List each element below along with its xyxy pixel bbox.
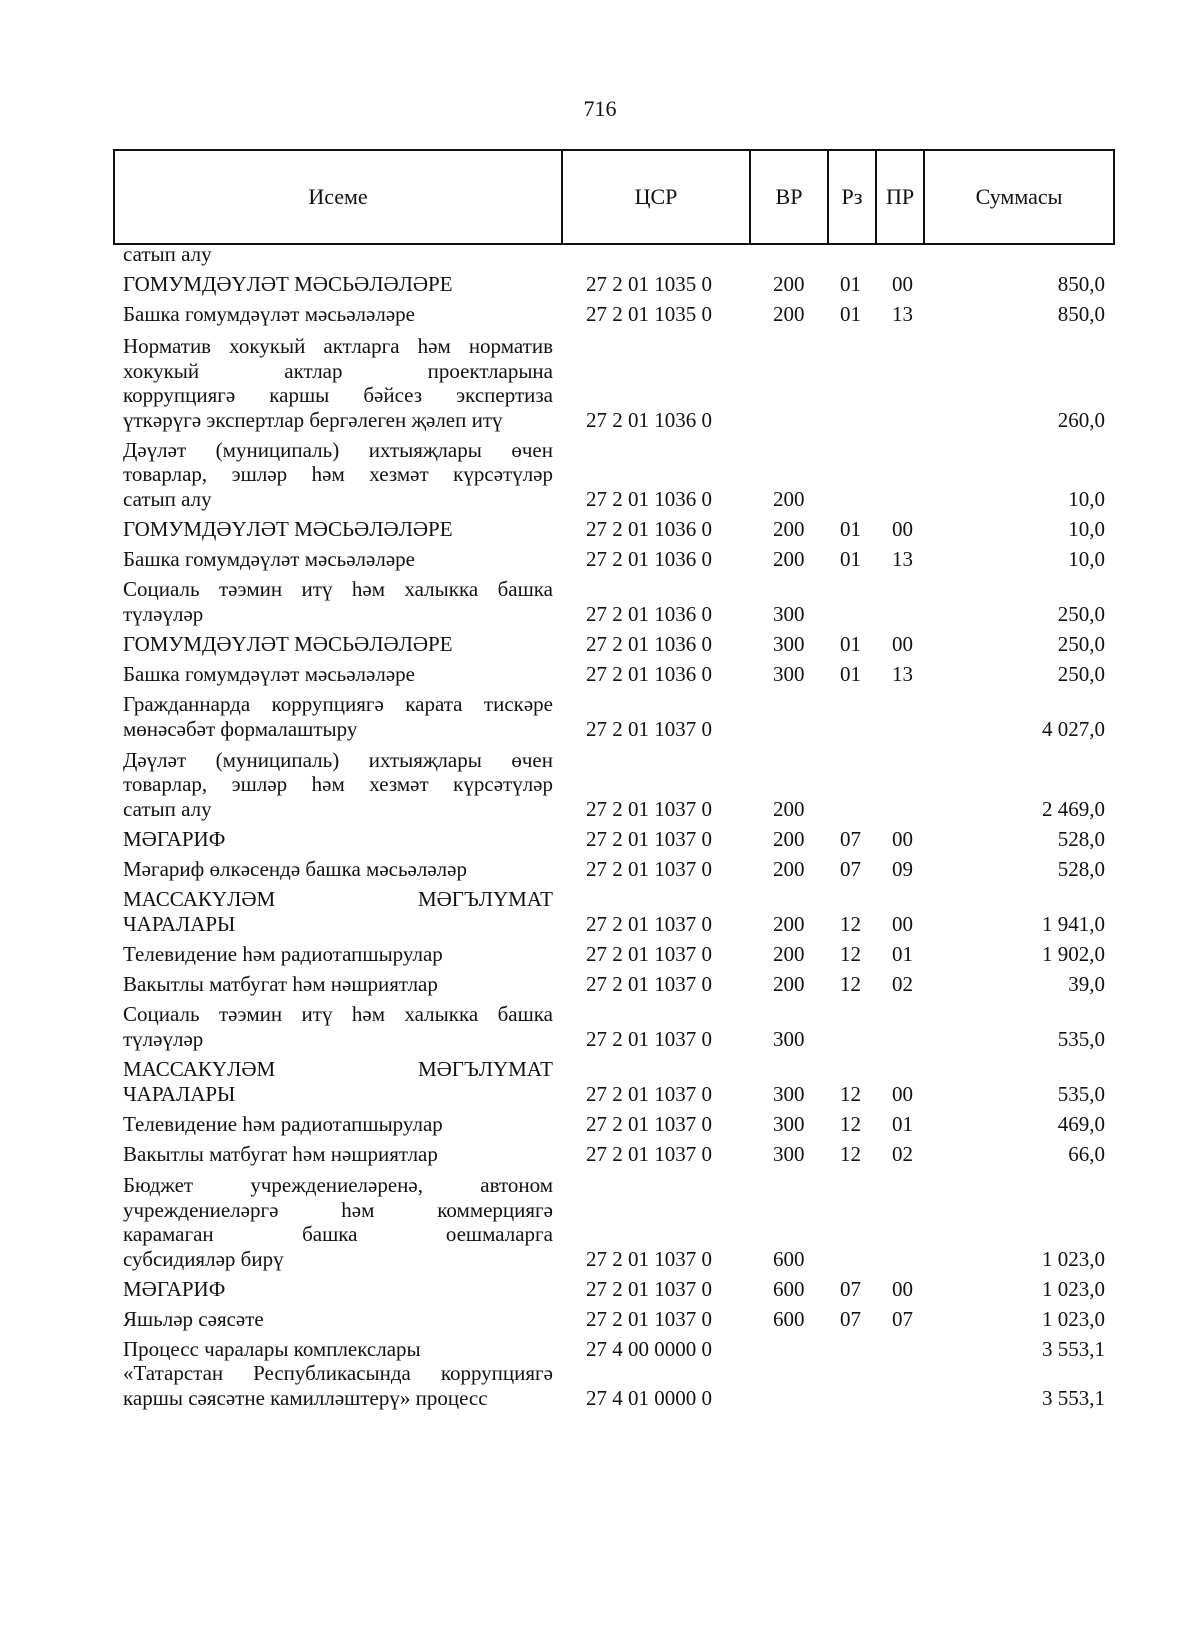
row-name [123, 887, 553, 936]
row-name-line: Башка гомумдәүләт мәсьәләләре [123, 301, 415, 326]
row-name [123, 1057, 553, 1106]
row-name-line: Гражданнарда коррупциягә карата тискәре [123, 692, 553, 716]
header-csr: ЦСР [563, 151, 751, 243]
row-name [123, 942, 553, 967]
row-rz: 07 [840, 826, 861, 851]
row-csr: 27 2 01 1036 0 [586, 486, 712, 511]
table-row [0, 272, 1200, 297]
row-csr: 27 2 01 1036 0 [586, 661, 712, 686]
row-csr: 27 2 01 1037 0 [586, 1276, 712, 1301]
page-number: 716 [583, 96, 617, 121]
row-rz: 01 [840, 271, 861, 296]
row-pr: 00 [892, 516, 913, 541]
row-sum: 1 023,0 [1042, 1276, 1105, 1301]
row-name-line: товарлар, эшләр һәм хезмәт күрсәтүләр [123, 772, 553, 796]
row-sum: 10,0 [1068, 546, 1105, 571]
row-rz: 07 [840, 856, 861, 881]
row-name-line: ГОМУМДӘҮЛӘТ МӘСЬӘЛӘЛӘРЕ [123, 631, 453, 656]
row-pr: 01 [892, 1111, 913, 1136]
header-vr: ВР [751, 151, 829, 243]
row-sum: 250,0 [1057, 661, 1105, 686]
table-row [0, 242, 1200, 267]
row-vr: 600 [773, 1246, 805, 1271]
row-name-line: сатып алу [123, 486, 212, 511]
table-row [0, 438, 1200, 512]
row-name [123, 334, 553, 432]
row-csr: 27 2 01 1036 0 [586, 407, 712, 432]
row-name-line: Вакытлы матбугат һәм нәшриятлар [123, 971, 438, 996]
table-row [0, 1173, 1200, 1271]
row-name [123, 517, 553, 542]
row-name-line: Социаль тәэмин итү һәм халыкка башка [123, 577, 553, 601]
row-name-line: ГОМУМДӘҮЛӘТ МӘСЬӘЛӘЛӘРЕ [123, 516, 453, 541]
table-row [0, 302, 1200, 327]
table-row [0, 632, 1200, 657]
row-name-line: Бюджет учреждениеләренә, автоном [123, 1173, 553, 1197]
row-rz: 12 [840, 1141, 861, 1166]
row-name [123, 1277, 553, 1302]
row-name-line: МАССАКҮЛӘМ МӘГЪЛҮМАТ [123, 887, 553, 911]
row-name-line: Социаль тәэмин итү һәм халыкка башка [123, 1002, 553, 1026]
header-rz: Рз [829, 151, 877, 243]
row-name-line: Дәүләт (муниципаль) ихтыяҗлары өчен [123, 437, 553, 462]
row-name [123, 1142, 553, 1167]
row-rz: 01 [840, 546, 861, 571]
row-csr: 27 2 01 1036 0 [586, 601, 712, 626]
table-row [0, 1142, 1200, 1167]
row-sum: 3 553,1 [1042, 1385, 1105, 1410]
row-csr: 27 2 01 1037 0 [586, 826, 712, 851]
row-vr: 200 [773, 301, 805, 326]
table-row [0, 1277, 1200, 1302]
table-row [0, 972, 1200, 997]
table-row [0, 1307, 1200, 1332]
row-pr: 00 [892, 911, 913, 936]
row-name [123, 438, 553, 512]
table-row [0, 887, 1200, 936]
row-name-line: МАССАКҮЛӘМ МӘГЪЛҮМАТ [123, 1057, 553, 1081]
row-name-line: Процесс чаралары комплекслары [123, 1336, 421, 1361]
row-sum: 66,0 [1068, 1141, 1105, 1166]
row-rz: 01 [840, 631, 861, 656]
row-pr: 00 [892, 1081, 913, 1106]
row-rz: 12 [840, 1111, 861, 1136]
table-row [0, 827, 1200, 852]
table-row [0, 942, 1200, 967]
row-pr: 13 [892, 546, 913, 571]
row-sum: 3 553,1 [1042, 1336, 1105, 1361]
row-vr: 200 [773, 911, 805, 936]
row-name-line: Мәгариф өлкәсендә башка мәсьәләләр [123, 856, 467, 881]
row-sum: 39,0 [1068, 971, 1105, 996]
table-row [0, 547, 1200, 572]
row-vr: 200 [773, 546, 805, 571]
row-vr: 300 [773, 1141, 805, 1166]
row-csr: 27 4 01 0000 0 [586, 1385, 712, 1410]
table-row [0, 857, 1200, 882]
table-row [0, 692, 1200, 741]
row-name-line: ГОМУМДӘҮЛӘТ МӘСЬӘЛӘЛӘРЕ [123, 271, 453, 296]
row-sum: 1 023,0 [1042, 1246, 1105, 1271]
row-name-line: мөнәсәбәт формалаштыру [123, 716, 358, 741]
row-pr: 00 [892, 271, 913, 296]
row-csr: 27 2 01 1037 0 [586, 941, 712, 966]
row-vr: 200 [773, 271, 805, 296]
row-pr: 09 [892, 856, 913, 881]
row-csr: 27 2 01 1037 0 [586, 1026, 712, 1051]
row-name [123, 1337, 553, 1362]
table-row [0, 1057, 1200, 1106]
row-name-line: сатып алу [123, 796, 212, 821]
row-csr: 27 2 01 1037 0 [586, 716, 712, 741]
row-name-line: ЧАРАЛАРЫ [123, 1081, 236, 1106]
row-sum: 469,0 [1057, 1111, 1105, 1136]
row-name-line: Телевидение һәм радиотапшырулар [123, 1111, 443, 1136]
header-sum: Суммасы [975, 184, 1063, 209]
row-csr: 27 2 01 1037 0 [586, 1111, 712, 1136]
row-rz: 12 [840, 941, 861, 966]
row-name [123, 577, 553, 626]
row-vr: 200 [773, 971, 805, 996]
row-csr: 27 2 01 1035 0 [586, 271, 712, 296]
row-csr: 27 2 01 1037 0 [586, 971, 712, 996]
row-vr: 600 [773, 1276, 805, 1301]
row-name-line: Вакытлы матбугат һәм нәшриятлар [123, 1141, 438, 1166]
row-name-line: ЧАРАЛАРЫ [123, 911, 236, 936]
row-sum: 250,0 [1057, 631, 1105, 656]
row-pr: 00 [892, 631, 913, 656]
row-name-line: МӘГАРИФ [123, 826, 226, 851]
header-name: Исеме [115, 151, 563, 243]
table-row [0, 748, 1200, 822]
row-vr: 300 [773, 1111, 805, 1136]
row-name [123, 1361, 553, 1410]
row-sum: 10,0 [1068, 516, 1105, 541]
row-rz: 12 [840, 911, 861, 936]
row-name-line: каршы сәясәтне камилләштерү» процесс [123, 1385, 488, 1410]
row-csr: 27 4 00 0000 0 [586, 1336, 712, 1361]
row-csr: 27 2 01 1037 0 [586, 1141, 712, 1166]
row-pr: 01 [892, 941, 913, 966]
row-sum: 4 027,0 [1042, 716, 1105, 741]
row-name-line: Дәүләт (муниципаль) ихтыяҗлары өчен [123, 747, 553, 772]
row-name-line: үткәрүгә экспертлар бергәлеген җәлеп итү [123, 407, 503, 432]
row-sum: 850,0 [1057, 301, 1105, 326]
row-csr: 27 2 01 1037 0 [586, 856, 712, 881]
row-name-line: Башка гомумдәүләт мәсьәләләре [123, 546, 415, 571]
row-name [123, 827, 553, 852]
row-name-line: коррупциягә каршы бәйсез экспертиза [123, 383, 553, 407]
row-rz: 07 [840, 1276, 861, 1301]
row-vr: 300 [773, 601, 805, 626]
row-name [123, 748, 553, 822]
row-name [123, 632, 553, 657]
row-csr: 27 2 01 1037 0 [586, 1246, 712, 1271]
row-vr: 300 [773, 1026, 805, 1051]
row-sum: 535,0 [1057, 1081, 1105, 1106]
row-sum: 1 902,0 [1042, 941, 1105, 966]
row-name [123, 302, 553, 327]
table-row [0, 334, 1200, 432]
row-sum: 1 941,0 [1042, 911, 1105, 936]
row-sum: 250,0 [1057, 601, 1105, 626]
row-sum: 1 023,0 [1042, 1306, 1105, 1331]
row-csr: 27 2 01 1037 0 [586, 1081, 712, 1106]
table-row [0, 1112, 1200, 1137]
row-sum: 528,0 [1057, 856, 1105, 881]
row-name [123, 662, 553, 687]
row-name [123, 972, 553, 997]
header-pr: ПР [877, 151, 925, 243]
row-name [123, 242, 553, 267]
table-row [0, 517, 1200, 542]
row-name-line: сатып алу [123, 241, 212, 266]
row-name-line: түләүләр [123, 1026, 204, 1051]
row-vr: 200 [773, 796, 805, 821]
row-pr: 13 [892, 661, 913, 686]
row-name-line: Норматив хокукый актларга һәм норматив [123, 334, 553, 358]
row-name [123, 1112, 553, 1137]
row-name-line: субсидияләр бирү [123, 1246, 284, 1271]
row-vr: 300 [773, 661, 805, 686]
row-name-line: карамаган башка оешмаларга [123, 1222, 553, 1246]
row-name-line: «Татарстан Республикасында коррупциягә [123, 1361, 553, 1385]
row-name-line: Башка гомумдәүләт мәсьәләләре [123, 661, 415, 686]
row-csr: 27 2 01 1036 0 [586, 546, 712, 571]
row-name [123, 1307, 553, 1332]
row-sum: 528,0 [1057, 826, 1105, 851]
row-sum: 10,0 [1068, 486, 1105, 511]
table-row [0, 1337, 1200, 1362]
row-vr: 600 [773, 1306, 805, 1331]
row-csr: 27 2 01 1036 0 [586, 631, 712, 656]
row-name [123, 692, 553, 741]
row-rz: 01 [840, 301, 861, 326]
row-name-line: Яшьләр сәясәте [123, 1306, 264, 1331]
row-sum: 535,0 [1057, 1026, 1105, 1051]
row-name [123, 547, 553, 572]
row-vr: 200 [773, 826, 805, 851]
row-name [123, 1173, 553, 1271]
row-vr: 200 [773, 486, 805, 511]
row-csr: 27 2 01 1036 0 [586, 516, 712, 541]
row-name-line: учреждениеләргә һәм коммерциягә [123, 1197, 553, 1222]
row-rz: 12 [840, 971, 861, 996]
row-pr: 02 [892, 971, 913, 996]
row-pr: 00 [892, 1276, 913, 1301]
row-name-line: хокукый актлар проектларына [123, 358, 553, 383]
row-rz: 12 [840, 1081, 861, 1106]
row-csr: 27 2 01 1035 0 [586, 301, 712, 326]
row-name [123, 1002, 553, 1051]
row-rz: 07 [840, 1306, 861, 1331]
table-row [0, 1002, 1200, 1051]
row-csr: 27 2 01 1037 0 [586, 1306, 712, 1331]
row-vr: 300 [773, 631, 805, 656]
row-name-line: МӘГАРИФ [123, 1276, 226, 1301]
row-vr: 200 [773, 516, 805, 541]
table-row [0, 662, 1200, 687]
table-row [0, 577, 1200, 626]
row-name-line: товарлар, эшләр һәм хезмәт күрсәтүләр [123, 462, 553, 486]
table-row [0, 1361, 1200, 1410]
row-rz: 01 [840, 661, 861, 686]
row-rz: 01 [840, 516, 861, 541]
row-vr: 300 [773, 1081, 805, 1106]
row-pr: 00 [892, 826, 913, 851]
row-pr: 13 [892, 301, 913, 326]
row-pr: 02 [892, 1141, 913, 1166]
row-sum: 2 469,0 [1042, 796, 1105, 821]
row-vr: 200 [773, 941, 805, 966]
row-pr: 07 [892, 1306, 913, 1331]
row-csr: 27 2 01 1037 0 [586, 911, 712, 936]
row-name [123, 272, 553, 297]
row-sum: 260,0 [1057, 407, 1105, 432]
row-name-line: Телевидение һәм радиотапшырулар [123, 941, 443, 966]
row-sum: 850,0 [1057, 271, 1105, 296]
row-vr: 200 [773, 856, 805, 881]
row-csr: 27 2 01 1037 0 [586, 796, 712, 821]
row-name-line: түләүләр [123, 601, 204, 626]
row-name [123, 857, 553, 882]
